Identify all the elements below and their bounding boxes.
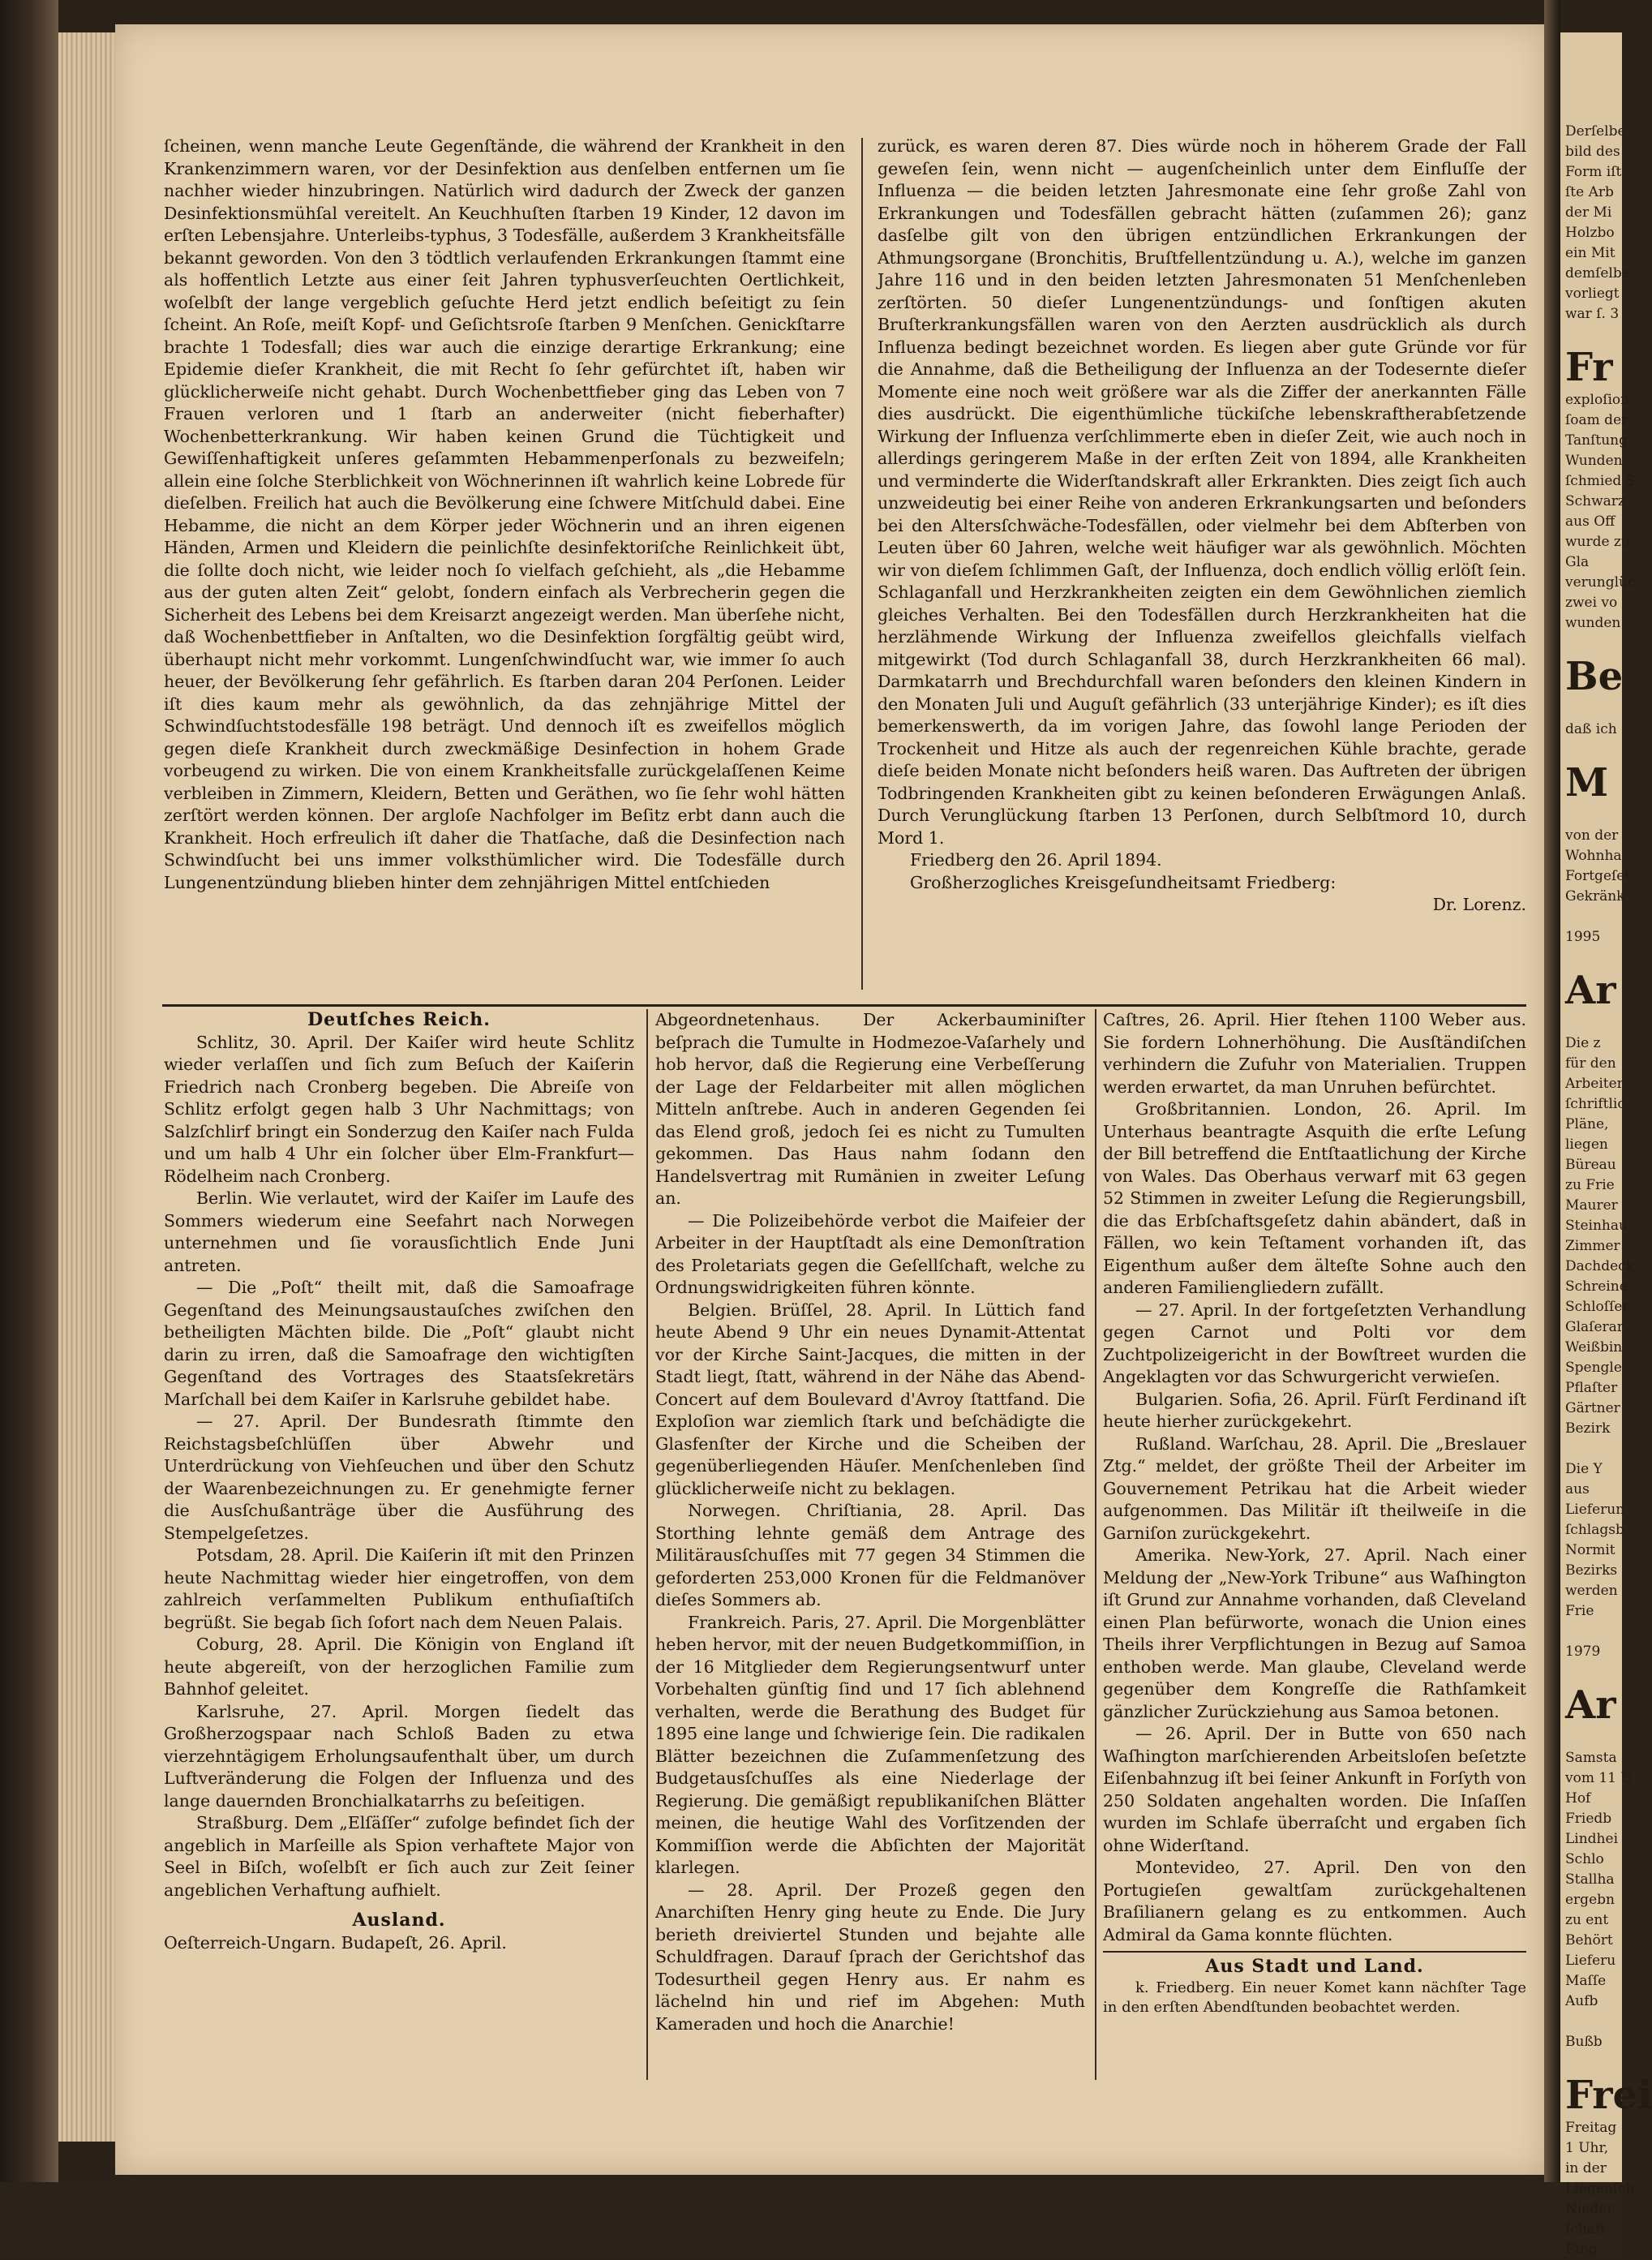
facing-page-line: Lieferu [1565,1953,1616,1969]
news-item: Rußland. Warſchau, 28. April. Die „Breslauer Ztg.“ meldet, der größte Theil der Arbeiter im Gouvernement Petrikau hat die Arbeit wieder aufgenommen. Das Militär iſt theilweiſe in die Garniſon zurückgekehrt. [1103,1433,1526,1543]
facing-page-line [1565,1622,1622,1642]
facing-page-line: vorliegt [1565,286,1620,302]
news-item: k. Friedberg. Ein neuer Komet kann nächſter Tage in den erſten Abendſtunden beobachtet werden. [1103,1979,1526,2016]
facing-page-line: exploſion [1565,392,1630,408]
news-column-1 [164,1009,634,1954]
facing-page-line: Die Y [1565,1461,1603,1477]
news-column-2 [655,1009,1085,2035]
facing-page-line: Be [1565,654,1624,699]
facing-page-line: demſelbe [1565,265,1630,281]
news-item: Schlitz, 30. April. Der Kaiſer wird heute Schlitz wieder verlaſſen und ſich zum Beſuch der Kaiſerin Friedrich nach Cronberg begeben. Die Abreiſe von Schlitz erfolgt gegen halb 3 Uhr Nachmittags; von Salzſchlirf bringt ein Sonderzug den Kaiſer nach Fulda und um halb 4 Uhr ein ſolcher über Elm-Frankfurt—Rödelheim nach Cronberg. [164,1032,634,1186]
facing-page-line: Weißbin [1565,1339,1623,1356]
news-column-3 [1103,1009,1526,2017]
report-office: Großherzogliches Kreisgeſundheitsamt Friedberg: [910,872,1337,892]
facing-page-line: ſchmied S [1565,473,1636,489]
facing-page-line: Freitag [1565,2120,1617,2136]
facing-page-line: Schlo [1565,1851,1604,1867]
facing-page-line: ſoam der [1565,412,1628,428]
facing-page-line: Gekränk [1565,888,1625,904]
facing-page-line: ein Mit [1565,245,1616,261]
facing-page-line [1565,2052,1622,2073]
facing-page-line: Glaſerar [1565,1319,1624,1335]
facing-page-line: werden [1565,1583,1618,1599]
facing-page-line: Gla [1565,554,1590,570]
facing-page-line: Fortgeſet [1565,868,1631,884]
facing-page-line: Lindhei [1565,1831,1619,1847]
facing-page-line: Bezirks [1565,1562,1618,1579]
facing-page-line: Eing [1565,2241,1598,2258]
facing-page-line [1565,1439,1622,1459]
facing-page-line: Frie [1565,1603,1594,1619]
facing-page-text [1565,122,1652,2258]
section-heading-ausland: Ausland. [352,1910,446,1931]
news-item: Amerika. New-York, 27. April. Nach einer Meldung der „New-York Tribune“ aus Waſhington iſt Grund zur Annahme vorhanden, daß Cleveland einen Plan befürworte, wonach die Union eines Theils ihrer Verpflichtungen in Bezug auf Samoa enthoben werde. Man glaube, Cleveland werde gegenüber dem Kongreſſe die Rathſamkeit gänzlicher Zurückziehung aus Samoa betonen. [1103,1545,1526,1721]
report-date: Friedberg den 26. April 1894. [910,850,1162,870]
facing-page-line: Tanſtung [1565,432,1628,449]
facing-page-line: für den [1565,1055,1616,1072]
facing-page-line: aus Off [1565,513,1616,530]
page-edges [58,32,115,2142]
news-item: Karlsruhe, 27. April. Morgen ſiedelt das Großherzogspaar nach Schloß Baden zu etwa vierzehntägigem Erholungsaufenthalt über, um durch Luftveränderung die Folgen der Influenza und des lange dauernden Bronchialkatarrhs zu beſeitigen. [164,1701,634,1811]
news-item: Potsdam, 28. April. Die Kaiſerin iſt mit den Prinzen heute Nachmittag wieder hier eingetroffen, von dem zahlreich verſammelten Publikum enthuſiaſtiſch begrüßt. Sie begab ſich ſofort nach dem Neuen Palais. [164,1545,634,1632]
facing-page-line: Pflaſter [1565,1380,1618,1396]
facing-page-line: ſchriftlic [1565,1096,1625,1112]
facing-page-line: Wunden [1565,453,1623,469]
facing-page-line: ergebn [1565,1892,1615,1908]
facing-page-line: Büreau [1565,1157,1616,1173]
facing-page-line: wunden [1565,615,1621,631]
facing-page-line: in der [1565,2160,1607,2176]
report-signature: Dr. Lorenz. [1432,895,1526,914]
news-item: Norwegen. Chriſtiania, 28. April. Das Storthing lehnte gemäß dem Antrage des Militärausſchuſſes mit 77 gegen 34 Stimmen die geforderten 253,000 Kronen für die Feldmanöver dieſes Sommers ab. [655,1501,1085,1609]
facing-page-line: zu ent [1565,1912,1609,1928]
facing-page-line: Schwarz [1565,493,1625,509]
facing-page-line: Die z [1565,1035,1601,1051]
news-item: — 26. April. Der in Butte von 650 nach Waſhington marſchierenden Arbeitsloſen beſetzte Eiſenbahnzug iſt bei ſeiner Ankunft in Forſyth von 250 Soldaten angehalten worden. Die Inſaſſen wurden im Schlafe überraſcht und ergaben ſich ohne Widerſtand. [1103,1724,1526,1855]
background-strip [0,2182,1622,2256]
facing-page-line: Samsta [1565,1750,1617,1766]
news-item: — Die Polizeibehörde verbot die Maifeier der Arbeiter in der Hauptſtadt als eine Demonſtration des Proletariats gegen die Geſellſchaft, welche zu Ordnungswidrigkeiten führen könnte. [655,1210,1085,1297]
news-item: Abgeordnetenhaus. Der Ackerbauminiſter beſprach die Tumulte in Hodmezoe-Vaſarhely und hob hervor, daß die Regierung eine Verbeſſerung der Lage der Feldarbeiter mit allen möglichen Mitteln anſtrebe. Auch in anderen Gegenden ſei das Elend groß, jedoch ſei es nicht zu Tumulten gekommen. Das Haus nahm ſodann den Handelsvertrag mit Rumänien in zweiter Leſung an. [655,1010,1085,1208]
news-item: Belgien. Brüſſel, 28. April. In Lüttich fand heute Abend 9 Uhr ein neues Dynamit-Attentat vor der Kirche Saint-Jacques, die mitten in der Stadt liegt, ſtatt, während in der Nähe das Abend-Concert auf dem Boulevard d'Avroy ſtattfand. Die Exploſion war ziemlich ſtark und beſchädigte die Glasfenſter der Kirche und die Scheiben der gegenüberliegenden Häuſer. Menſchenleben ſind glücklicherweiſe nicht zu beklagen. [655,1300,1085,1498]
facing-page-line: Form iſt [1565,164,1622,180]
facing-page-line: Bußb [1565,2034,1603,2050]
facing-page-line [1565,2012,1622,2032]
facing-page-line: zwei vo [1565,595,1618,611]
news-item: Berlin. Wie verlautet, wird der Kaiſer im Laufe des Sommers wiederum eine Seefahrt nach Norwegen unternehmen und ſie vorausſichtlich Ende Juni antreten. [164,1188,634,1275]
facing-page-line: vom 11 U [1565,1770,1633,1786]
news-item: Frankreich. Paris, 27. April. Die Morgenblätter heben hervor, mit der neuen Budgetkommiſſion, in der 16 Mitglieder dem Regierungsentwurf unter Vorbehalten günſtig ſind und 17 ſich ablehnend verhalten, werde die Berathung des Budget für 1895 eine lange und ſchwierige ſein. Die radikalen Blätter bezeichnen die Zuſammenſetzung des Budgetausſchuſſes als eine Niederlage der Regierung. Die gemäßigt republikaniſchen Blätter meinen, die heutige Wahl des Vorſitzenden der Kommiſſion werde die Abſichten der Majorität klarlegen. [655,1612,1085,1877]
section-heading-stadt-und-land: Aus Stadt und Land. [1103,1951,1526,1979]
facing-page-line: Lieferun [1565,1502,1625,1518]
facing-page-line: Derſelbe [1565,123,1626,140]
facing-page-line [1565,1662,1622,1682]
book-spine [0,0,58,2256]
facing-page-line: Aufb [1565,1993,1598,2009]
facing-page-line: zu Frie [1565,1177,1615,1193]
facing-page-line [1565,1728,1622,1748]
facing-page-line: ſte Arb [1565,184,1614,200]
facing-page-line: daß ich [1565,721,1617,737]
facing-page-line: Schreine [1565,1278,1628,1295]
facing-page-line: Maurer [1565,1197,1618,1214]
facing-page-line: Behört [1565,1932,1613,1948]
facing-page-line: Bezirk [1565,1420,1611,1437]
facing-page-line: Maſſe [1565,1973,1607,1989]
facing-page-line: Friedb [1565,1811,1612,1827]
column-divider [1095,1009,1096,2080]
news-item: Montevideo, 27. April. Den von den Portugieſen gewaltſam zurückgehaltenen Braſilianern gelang es zu entkommen. Auch Admiral da Gama konnte flüchten. [1103,1858,1526,1944]
report-column-right [877,135,1526,917]
news-item: Straßburg. Dem „Elſäſſer“ zufolge befindet ſich der angeblich in Marſeille als Spion verhaftete Major von Seel in Biſch, woſelbſt er ſich auch zur Zeit ſeiner angeblichen Verhaftung aufhielt. [164,1813,634,1900]
facing-page-line: wurde zu [1565,534,1630,550]
facing-page-line: Arbeiter [1565,1076,1624,1092]
facing-page-line: Nieder [1565,2201,1614,2217]
book-gutter [1544,0,1560,2256]
facing-page-line: aus [1565,1481,1590,1497]
facing-page-line: Dachdeck [1565,1258,1634,1274]
facing-page-line: Steinhau [1565,1218,1628,1234]
facing-page-line: Hof [1565,1790,1591,1807]
report-text-left: ſcheinen, wenn manche Leute Gegenſtände, die während der Krankheit in den Krankenzimmern waren, vor der Desinfektion aus denſelben entfernen um ſie nachher wieder hinzubringen. Natürlich wird dadurch der Zweck der ganzen Desinfektionsmühſal vereitelt. An Keuchhuſten ſtarben 19 Kinder, 12 davon im erſten Lebensjahre. Unterleibs-typhus, 3 Todesfälle, außerdem 3 Krankheitsfälle bekannt geworden. Von den 3 tödtlich verlaufenden Erkrankungen ſtammt eine als hoffentlich Letzte aus einer ſeit Jahren typhusverſeuchten Oertlichkeit, woſelbſt der lange vergeblich geſuchte Herd jetzt endlich beſeitigt zu ſein ſcheint. An Roſe, meiſt Kopf- und Geſichtsroſe ſtarben 9 Menſchen. Genickſtarre brachte 1 Todesfall; dies war auch die einzige derartige Erkrankung; eine Epidemie dieſer Krankheit, die mit Recht ſo ſehr gefürchtet iſt, haben wir glücklicherweiſe nicht gehabt. Durch Wochenbettfieber ging das Leben von 7 Frauen verloren und 1 ſtarb an anderweiter (nicht fieberhafter) Wochenbetterkrankung. Wir haben keinen Grund die Tüchtigkeit und Gewiſſenhaftigkeit unſeres geſammten Hebammenperſonals zu bezweifeln; allein eine ſolche Sterblichkeit von Wöchnerinnen iſt wahrlich keine Lobrede für dieſelben. Freilich hat auch die Bevölkerung eine ſchwere Mitſchuld dabei. Eine Hebamme, die nicht an dem Körper jeder Wöchnerin und an ihren eigenen Händen, Armen und Kleidern die peinlichſte desinfektoriſche Reinlichkeit übt, die ſollte doch nicht, wie leider noch ſo vielfach geſchieht, als „die Hebamme aus der guten alten Zeit“ gelobt, ſondern einfach als Verbrecherin gegen die Sicherheit des Lebens bei dem Kreisarzt angezeigt werden. Man überſehe nicht, daß Wochenbettfieber in Anſtalten, wo die Desinfektion ſorgfältig geübt wird, überhaupt nicht mehr vorkommt. Lungenſchwindſucht war, wie immer ſo auch heuer, der Bevölkerung ſehr gefährlich. Es ſtarben daran 204 Perſonen. Leider iſt dies kaum mehr als gewöhnlich, da das zehnjährige Mittel der Schwindſuchtstodesfälle 198 beträgt. Und dennoch iſt es zweifellos möglich gegen dieſe Krankheit durch zweckmäßige Desinfection in hohem Grade vorbeugend zu wirken. Die von einem Krankheitsfalle zurückgelaſſenen Keime verbleiben in Zimmern, Kleidern, Betten und Geräthen, wo ſie ſehr wohl hätten zerſtört werden können. Der argloſe Nachfolger im Beſitz erbt dann auch die Krankheit. Hoch erfreulich iſt daher die Thatſache, daß die Desinfection nach Schwindſucht bei uns immer volksthümlicher wird. Die Todesfälle durch Lungenentzündung blieben hinter dem zehnjährigen Mittel entſchieden [164,136,845,892]
news-item: Bulgarien. Sofia, 26. April. Fürſt Ferdinand iſt heute hierher zurückgekehrt. [1103,1389,1526,1431]
news-item: Großbritannien. London, 26. April. Im Unterhaus beantragte Asquith die erſte Leſung der Bill betreffend die Entſtaatlichung der Kirche von Wales. Das Oberhaus verwarf mit 63 gegen 52 Stimmen in zweiter Leſung die Regierungsbill, die das Erbſchaftsgeſetz dahin abändert, daß in Fällen, wo kein Teſtament vorhanden iſt, das Eigenthum außer dem älteſte Sohne auch den anderen Familiengliedern zufällt. [1103,1099,1526,1297]
facing-page-line: 1995 [1565,929,1601,945]
facing-page-line: Pläne, [1565,1116,1609,1132]
facing-page-line: Schloſſer [1565,1299,1629,1315]
facing-page-line: M [1565,760,1609,806]
facing-page-line: Gärtner [1565,1400,1620,1416]
news-item: — Die „Poſt“ theilt mit, daß die Samoafrage Gegenſtand des Meinungsaustauſches zwiſchen den betheiligten Mächten bilde. Die „Poſt“ glaubt nicht darin zu irren, daß die Samoafrage den wichtigſten Gegenſtand des Vortrages des Staatsſekretärs Marſchall bei dem Kaiſer in Karlsruhe gebildet habe. [164,1278,634,1409]
facing-page-line: liegen [1565,1136,1608,1153]
facing-page-line: Ar [1565,968,1616,1013]
facing-page-line: Spengle [1565,1360,1622,1376]
facing-page-line: 1 Uhr, [1565,2140,1609,2156]
facing-page-line [1565,324,1622,345]
column-divider [861,138,863,990]
facing-page-line: Wohnha [1565,848,1622,864]
facing-page-line [1565,1013,1622,1033]
report-column-left [164,135,845,894]
facing-page-line: 1979 [1565,1643,1601,1660]
facing-page-line: Holzbo [1565,225,1615,241]
facing-page-line: Ar [1565,1682,1616,1728]
facing-page-line: Liegenſch [1565,2181,1635,2197]
news-item: — 27. April. Der Bundesrath ſtimmte den Reichstagsbeſchlüſſen über Abwehr und Unterdrückung von Viehſeuchen und über den Schutz der Waarenbezeichnungen zu. Er genehmigte ferner die Ausſchußanträge über die Ausführung des Stempelgeſetzes. [164,1411,634,1543]
news-item: Caſtres, 26. April. Hier ſtehen 1100 Weber aus. Sie fordern Lohnerhöhung. Die Ausſtändiſchen verhindern die Zufuhr von Materialien. Truppen werden erwartet, da man Unruhen befürchtet. [1103,1010,1526,1097]
news-item: Oeſterreich-Ungarn. Budapeſt, 26. April. [164,1932,507,1953]
facing-page-line: Frei [1565,2073,1652,2118]
facing-page-line: bild des [1565,144,1620,160]
news-item: — 28. April. Der Prozeß gegen den Anarchiſten Henry ging heute zu Ende. Die Jury berieth dreiviertel Stunden und bejahte alle Schuldfragen. Darauf ſprach der Gerichtshof das Todesurtheil gegen Henry aus. Er nahm es lächelnd hin und rief im Abgehen: Muth Kameraden und hoch die Anarchie! [655,1880,1085,2034]
facing-page-line: Stallha [1565,1871,1615,1888]
facing-page-line [1565,740,1622,760]
column-divider [646,1009,648,2080]
facing-page-line [1565,634,1622,654]
facing-page-line: Normit [1565,1542,1616,1558]
section-heading-deutsches-reich: Deutſches Reich. [307,1009,491,1030]
facing-page-line: Fr [1565,345,1613,390]
facing-page-line: ſchlagsb [1565,1522,1624,1538]
section-rule [162,1004,1526,1007]
news-item: — 27. April. In der fortgeſetzten Verhandlung gegen Carnot und Polti vor dem Zuchtpolizeigericht in der Bowſtreet wurden die Angeklagten vor das Schwurgericht verwieſen. [1103,1300,1526,1386]
facing-page-line: ſchaft [1565,2221,1607,2237]
report-text-right: zurück, es waren deren 87. Dies würde noch in höherem Grade der Fall geweſen ſein, wenn nicht — augenſcheinlich unter dem Einfluſſe der Influenza — die beiden letzten Jahresmonate eine ſehr große Zahl von Erkrankungen und Todesfällen gebracht hätten (zuſammen 26); ganz dasſelbe gilt von den übrigen entzündlichen Erkrankungen der Athmungsorgane (Bronchitis, Bruſtfellentzündung u. A.), welche im ganzen Jahre 116 und in den beiden letzten Jahresmonaten 51 Menſchenleben zerſtörten. 50 dieſer Lungenentzündungs- und ſonſtigen akuten Bruſterkrankungsfällen waren von den Aerzten ausdrücklich als durch Influenza bedingt bezeichnet worden. Es liegen aber gute Gründe vor für die Annahme, daß die Betheiligung der Influenza an der Todesernte dieſer Momente eine noch weit größere war als die Ziffer der anerkannten Fälle dies ausdrückt. Die eigenthümliche tückiſche lebenskraftherabſetzende Wirkung der Influenza verſchlimmerte eben in dieſer Zeit, wie auch noch in allerdings geringerem Maße in der erſten Zeit von 1894, alle Krankheiten und verminderte die Widerſtandskraft aller Erkrankten. Dies zeigt ſich auch unzweideutig bei einer Reihe von anderen Erkrankungsarten und beſonders bei den Altersſchwäche-Todesfällen, oder vielmehr bei dem Abſterben von Leuten über 60 Jahren, welche weit häufiger war als gewöhnlich. Möchten wir von dieſem ſchlimmen Gaſt, der Influenza, doch endlich völlig erlöſt ſein. Schlaganfall und Herzkrankheiten zeigten ein dem Gewöhnlichen ziemlich gleiches Verhalten. Bei den Todesfällen durch Herzkrankheiten hat die herzlähmende Wirkung der Influenza zweifellos gleichfalls vielfach mitgewirkt (Tod durch Schlaganfall 38, durch Herzkrankheiten 66 mal). Darmkatarrh und Brechdurchfall waren beſonders den kleinen Kindern in den Monaten Juli und Auguſt gefährlich (33 unterjährige Kinder); es iſt dies bemerkenswerth, da im vorigen Jahre, das ſowohl lange Perioden der Trockenheit und Hitze als auch der regenreichen Kühle brachte, gerade dieſe beiden Monate nicht beſonders heiß waren. Das Auftreten der übrigen Todbringenden Krankheiten gibt zu keinen beſonderen Erwägungen Anlaß. Durch Verunglückung ſtarben 13 Perſonen, durch Selbſtmord 10, durch Mord 1. [877,136,1526,848]
news-item: Coburg, 28. April. Die Königin von England iſt heute abgereiſt, von der herzoglichen Familie zum Bahnhof geleitet. [164,1635,634,1699]
facing-page-line [1565,699,1622,720]
facing-page-line [1565,907,1622,927]
facing-page-line: von der [1565,827,1619,844]
facing-page-line: verunglüc [1565,574,1636,591]
facing-page-line: Zimmer [1565,1238,1620,1254]
facing-page-line [1565,806,1622,826]
facing-page-line: der Mi [1565,204,1612,221]
facing-page-line: war ſ. 3 [1565,306,1620,322]
facing-page-line [1565,947,1622,968]
